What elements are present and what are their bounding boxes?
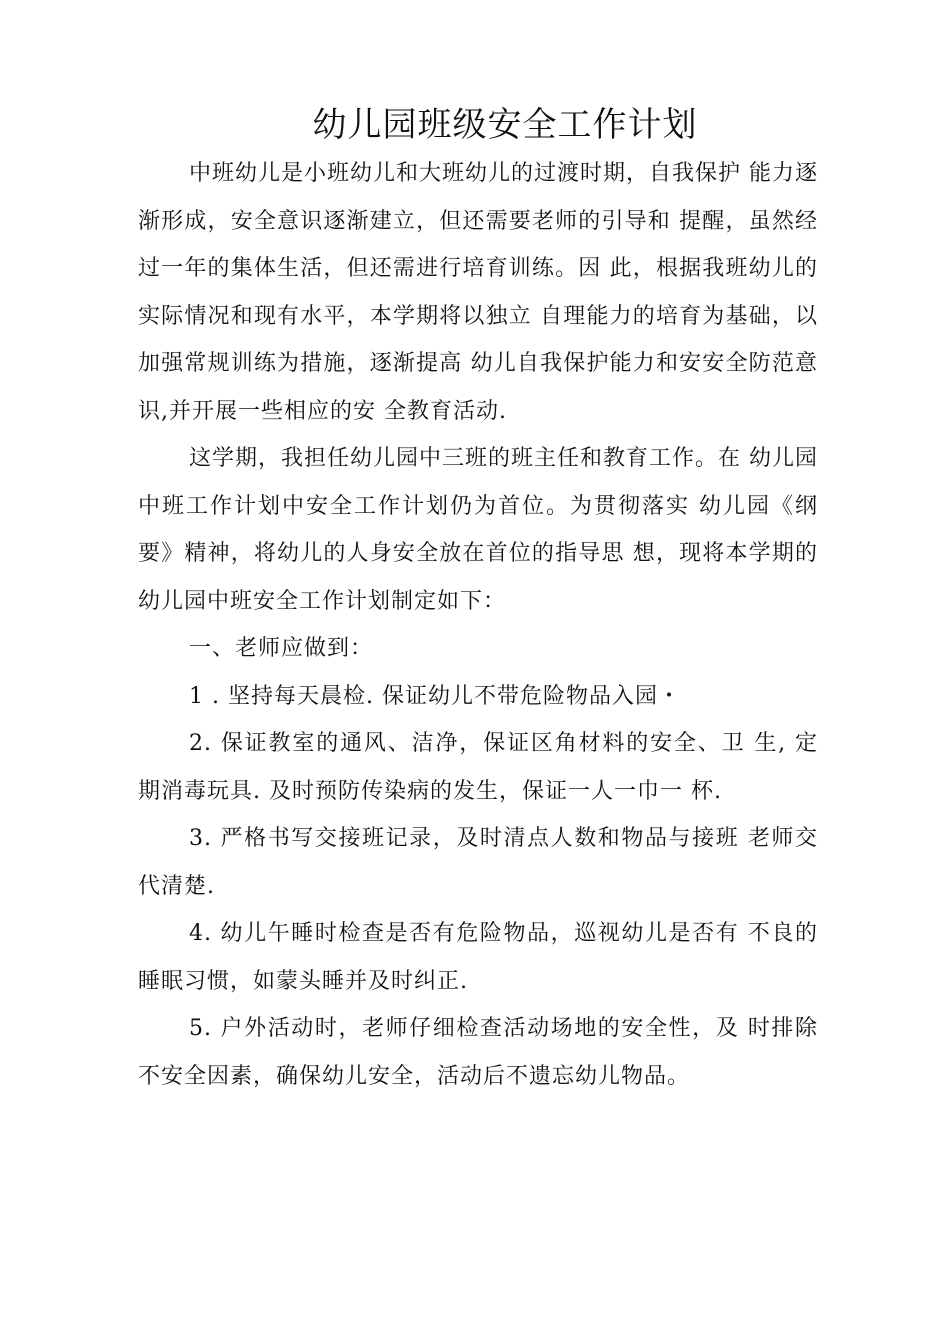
list-item: 1 . 坚持每天晨检. 保证幼儿不带危险物品入园・ [189,683,681,709]
second-paragraph: 这学期，我担任幼儿园中三班的班主任和教育工作。在 幼儿园中班工作计划中安全工作计划仍为首位。为贯彻落实 幼儿园《纲要》精神，将幼儿的人身安全放在首位的指导思 想，现将本学期的幼儿园中班安全工作计划制定如下： [138,446,818,614]
list-item: 4. 幼儿午睡时检查是否有危险物品，巡视幼儿是否有 不良的睡眠习惯，如蒙头睡并及时纠正. [138,921,818,994]
list-item: 2. 保证教室的通风、洁净，保证区角材料的安全、卫 生, 定期消毒玩具. 及时预防传染病的发生，保证一人一巾一 杯. [138,731,818,804]
section-heading: 一、老师应做到： [189,636,374,661]
intro-paragraph: 中班幼儿是小班幼儿和大班幼儿的过渡时期，自我保护 能力逐渐形成，安全意识逐渐建立，但还需要老师的引导和 提醒，虽然经过一年的集体生活，但还需进行培育训练。因 此，根据我班幼儿的实际情况和现有水平，本学期将以独立 自理能力的培育为基础，以加强常规训练为措施，逐渐提高 幼儿自我保护能力和安安全防范意识,并开展一些相应的安 全教育活动. [138,161,818,424]
list-item: 5. 户外活动时，老师仔细检查活动场地的安全性，及 时排除不安全因素，确保幼儿安全，活动后不遗忘幼儿物品。 [138,1016,818,1089]
list-item: 3. 严格书写交接班记录，及时清点人数和物品与接班 老师交代清楚. [138,826,818,899]
document-title: 幼儿园班级安全工作计划 [312,105,698,145]
document-body [138,150,818,1100]
